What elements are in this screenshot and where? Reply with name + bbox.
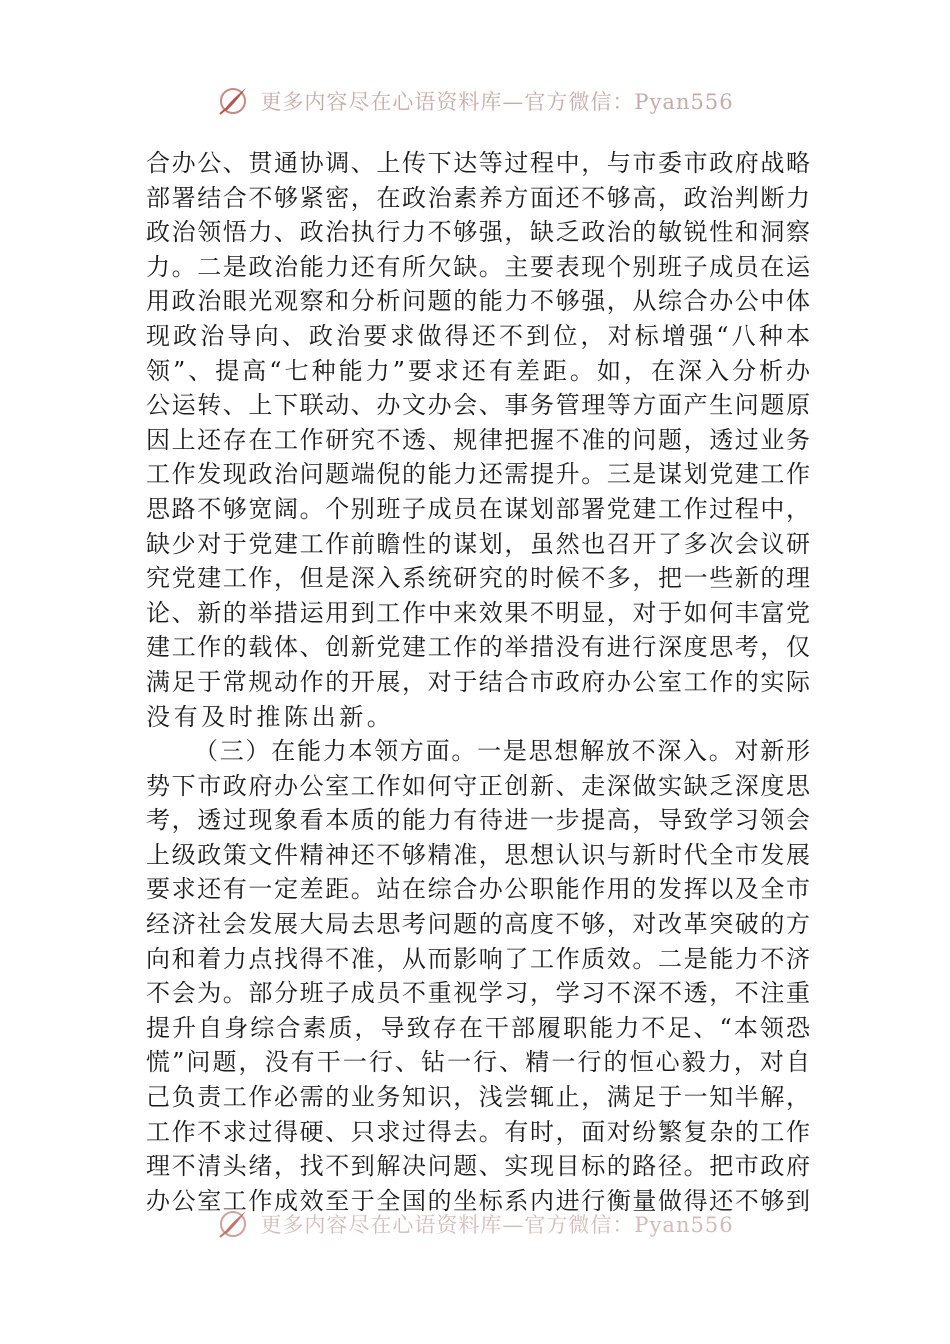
- body-line: 要求还有一定差距。站在综合办公职能作用的发挥以及全市: [146, 875, 810, 904]
- section-heading-line: （三）在能力本领方面。一是思想解放不深入。对新形: [194, 737, 810, 766]
- header-watermark-text: 更多内容尽在心语资料库—官方微信：Pyan556: [260, 90, 734, 114]
- header-watermark: [0, 84, 950, 118]
- body-line: 理不清头绪，找不到解决问题、实现目标的路径。把市政府: [146, 1152, 810, 1181]
- body-line: 工作发现政治问题端倪的能力还需提升。三是谋划党建工作: [146, 460, 810, 489]
- footer-watermark-text: 更多内容尽在心语资料库—官方微信：Pyan556: [260, 1213, 734, 1237]
- footer-watermark: [0, 1207, 950, 1241]
- body-line: 不会为。部分班子成员不重视学习，学习不深不透，不注重: [146, 979, 810, 1008]
- body-line: 经济社会发展大局去思考问题的高度不够，对改革突破的方: [146, 910, 810, 939]
- body-line: 政治领悟力、政治执行力不够强，缺乏政治的敏锐性和洞察: [146, 218, 810, 247]
- body-line: 论、新的举措运用到工作中来效果不明显，对于如何丰富党: [146, 598, 810, 627]
- document-body: [146, 146, 810, 1218]
- body-line: 己负责工作必需的业务知识，浅尝辄止，满足于一知半解，: [146, 1083, 810, 1112]
- body-line: 满足于常规动作的开展，对于结合市政府办公室工作的实际: [146, 667, 810, 696]
- body-line: 合办公、贯通协调、上传下达等过程中，与市委市政府战略: [146, 149, 810, 177]
- body-line: 现政治导向、政治要求做得还不到位，对标增强“八种本: [146, 321, 810, 350]
- body-line: 慌”问题，没有干一行、钻一行、精一行的恒心毅力，对自: [146, 1048, 810, 1077]
- body-line: 部署结合不够紧密，在政治素养方面还不够高，政治判断力: [146, 183, 810, 212]
- body-line: 究党建工作，但是深入系统研究的时候不多，把一些新的理: [146, 564, 810, 593]
- body-line: 势下市政府办公室工作如何守正创新、走深做实缺乏深度思: [146, 771, 810, 800]
- body-line: 向和着力点找得不准，从而影响了工作质效。二是能力不济: [146, 944, 810, 973]
- body-line: 因上还存在工作研究不透、规律把握不准的问题，透过业务: [146, 425, 810, 454]
- body-line: 建工作的载体、创新党建工作的举措没有进行深度思考，仅: [146, 633, 810, 662]
- body-line: 办公室工作成效至于全国的坐标系内进行衡量做得还不够到: [146, 1186, 810, 1215]
- quill-logo-icon: [216, 84, 250, 118]
- body-line: 上级政策文件精神还不够精准，思想认识与新时代全市发展: [146, 840, 810, 869]
- body-line: 提升自身综合素质，导致存在干部履职能力不足、“本领恐: [146, 1013, 810, 1042]
- body-line: 缺少对于党建工作前瞻性的谋划，虽然也召开了多次会议研: [146, 529, 810, 558]
- body-line: 考，透过现象看本质的能力有待进一步提高，导致学习领会: [146, 806, 810, 835]
- body-line: 力。二是政治能力还有所欠缺。主要表现个别班子成员在运: [146, 252, 810, 281]
- quill-logo-icon: [216, 1207, 250, 1241]
- body-line: 思路不够宽阔。个别班子成员在谋划部署党建工作过程中，: [146, 494, 810, 523]
- body-line: 工作不求过得硬、只求过得去。有时，面对纷繁复杂的工作: [146, 1117, 810, 1146]
- body-line: 用政治眼光观察和分析问题的能力不够强，从综合办公中体: [146, 287, 810, 316]
- body-line: 公运转、上下联动、办文办会、事务管理等方面产生问题原: [146, 391, 810, 420]
- body-line: 领”、提高“七种能力”要求还有差距。如，在深入分析办: [146, 356, 810, 385]
- body-line: 没有及时推陈出新。: [146, 702, 395, 731]
